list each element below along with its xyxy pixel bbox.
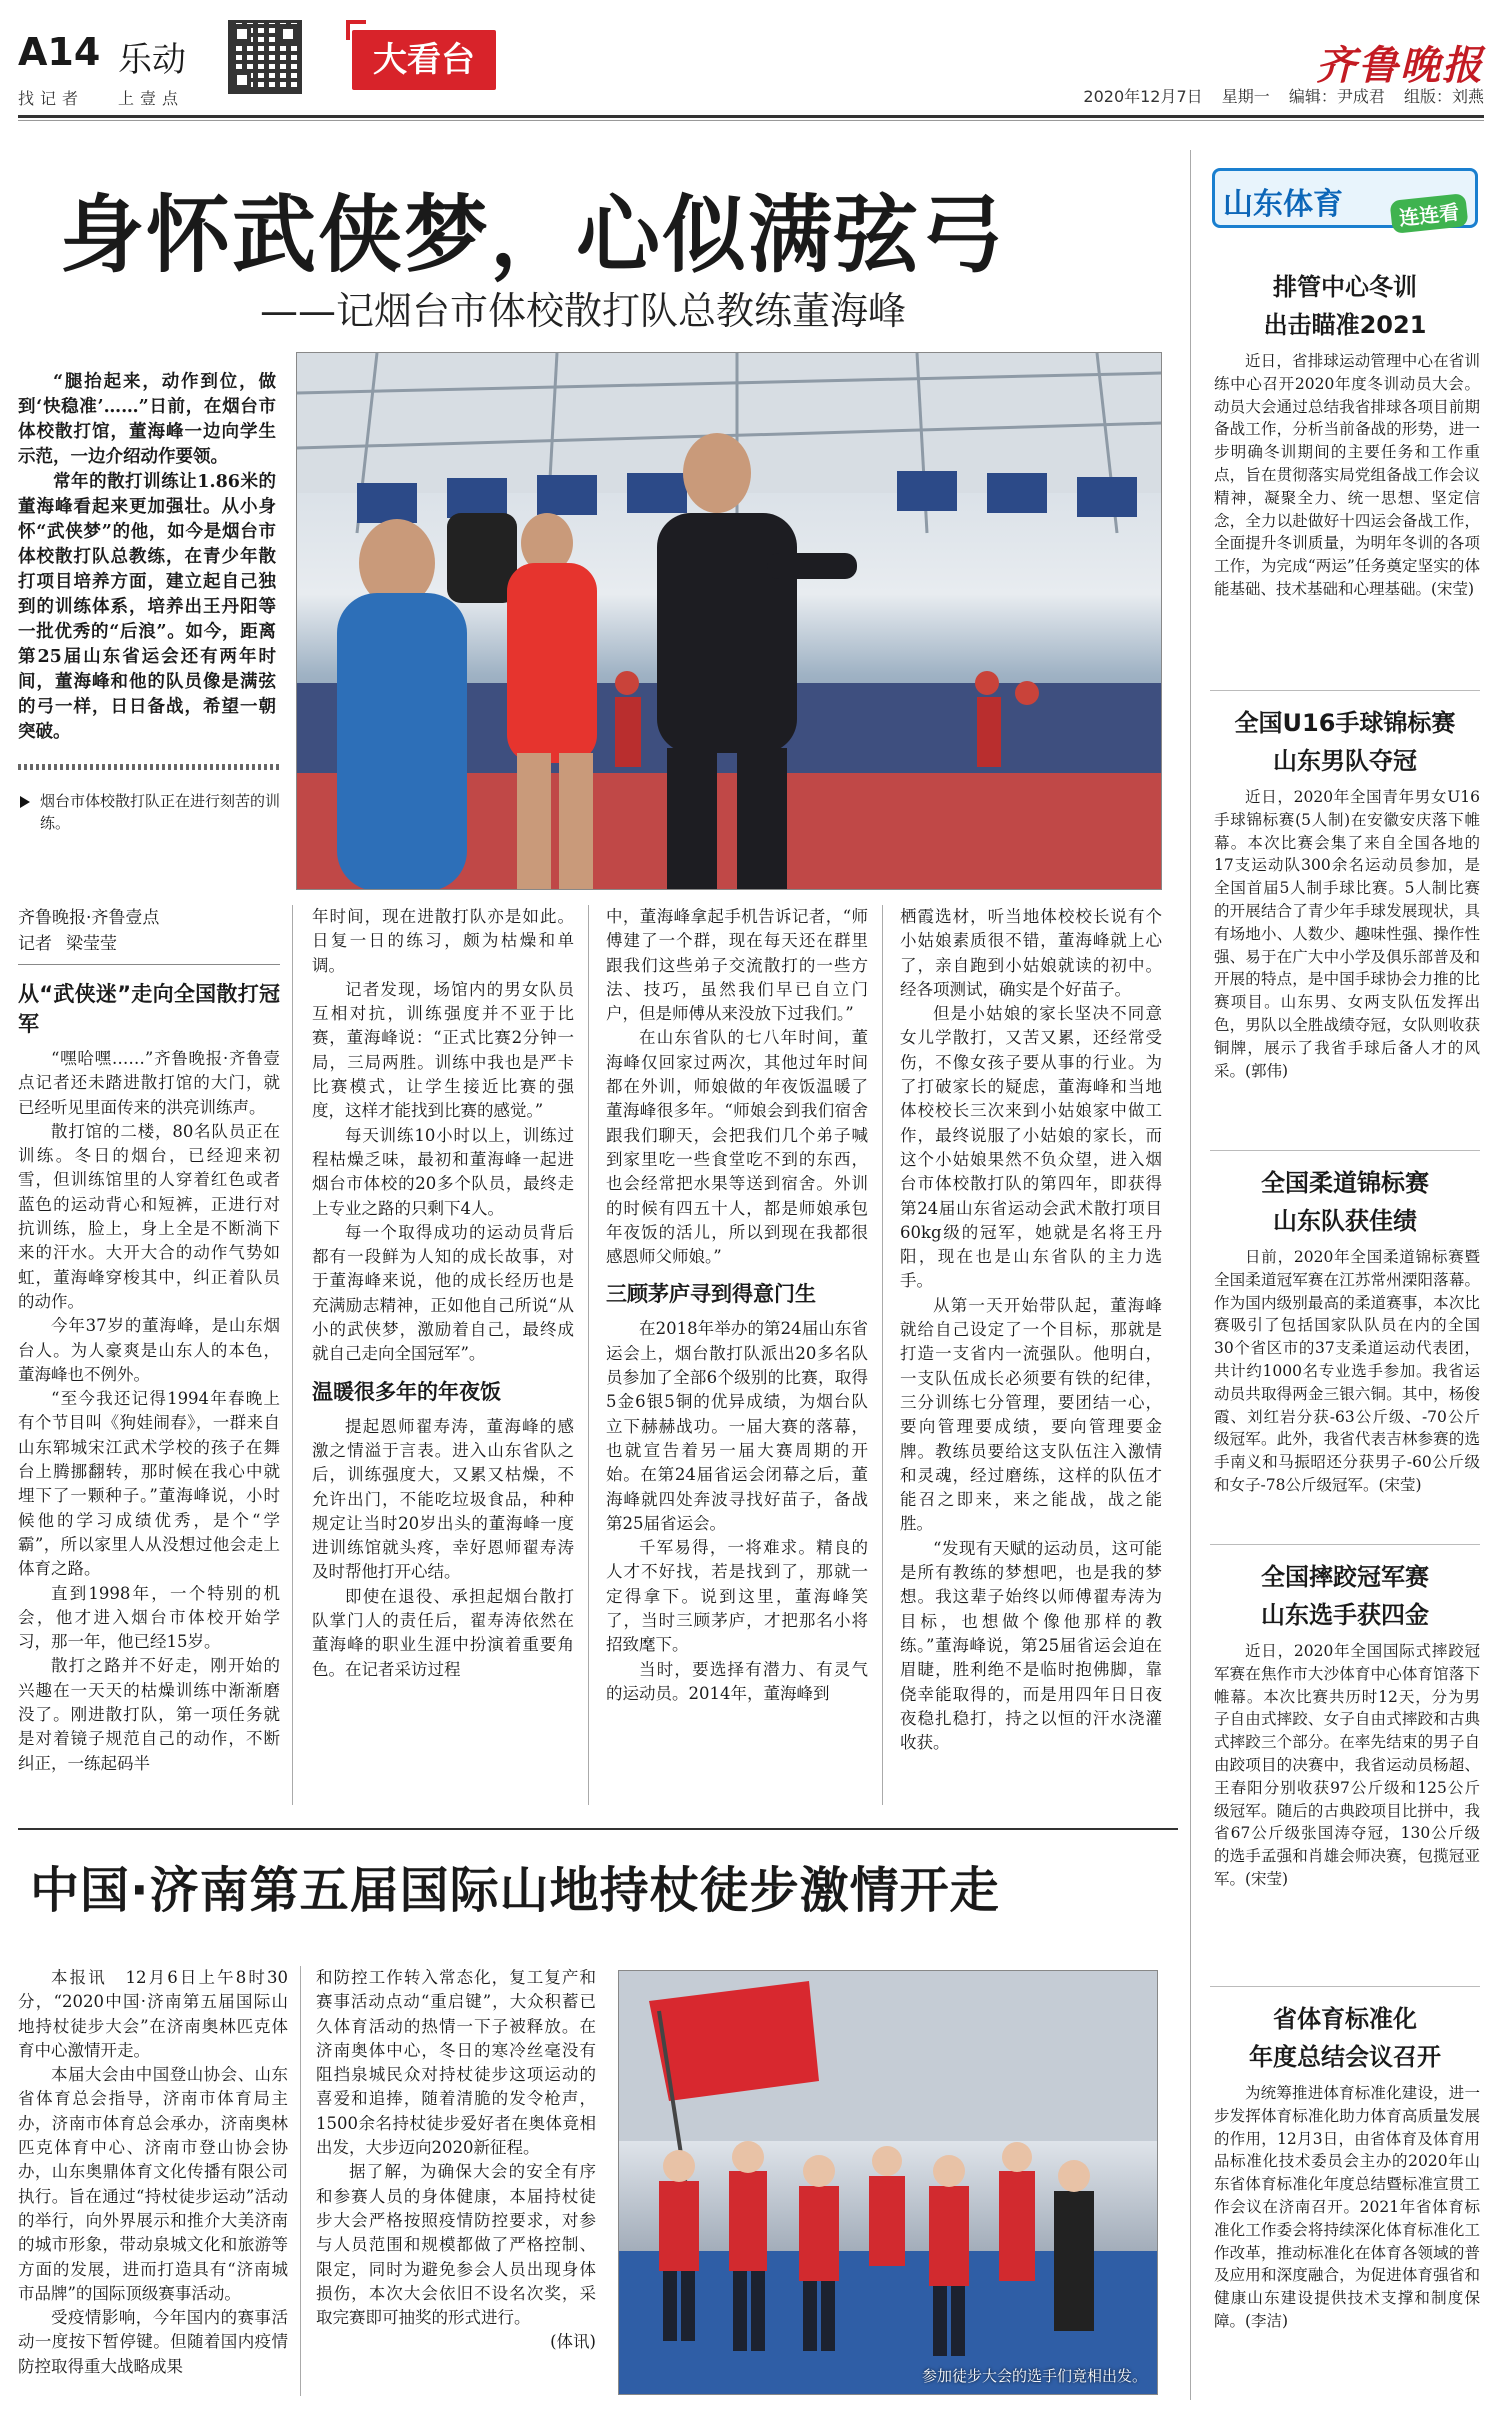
paragraph: 本报讯 12月6日上午8时30分，“2020中国·济南第五届国际山地持杖徒步大会”在济南奥林匹克体育中心激情开走。 bbox=[18, 1968, 288, 2060]
article-column-4 bbox=[900, 905, 1162, 1755]
brief-heading-line: 山东男队夺冠 bbox=[1273, 747, 1417, 775]
photo-caption: 参加徒步大会的选手们竟相出发。 bbox=[921, 2367, 1147, 2385]
byline-rule bbox=[18, 957, 280, 965]
lead-paragraph: 常年的散打训练让1.86米的董海峰看起来更加强壮。从小身怀“武侠梦”的他，如今是烟台市体校散打队总教练，在青少年散打项目培养方面，建立起自己独到的训练体系，培养出王丹阳等一批优秀的“后浪”。如今，距离第25届山东省运会还有两年时间，董海峰和他的队员像是满弦的弓一样，日日备战，希望一朝突破。 bbox=[18, 472, 276, 742]
brief-paragraph: 近日，2020年全国国际式摔跤冠军赛在焦作市大沙体育中心体育馆落下帷幕。本次比赛共历时12天，分为男子自由式摔跤、女子自由式摔跤和古典式摔跤三个部分。在率先结束的男子自由跤项目的决赛中，我省运动员杨超、王春阳分别收获97公斤级和125公斤级冠军。随后的古典跤项目比拼中，我省67公斤级张国涛夺冠，130公斤级的选手孟强和肖雄会师决赛，包揽冠亚军。(宋莹) bbox=[1214, 1642, 1480, 1888]
brief-paragraph: 为统筹推进体育标准化建设，进一步发挥体育标准化助力体育高质量发展的作用，12月3日，由省体育及体育用品标准化技术委员会主办的2020年山东省体育标准化年度总结暨标准宣贯工作会议在济南召开。2021年省体育标准化工作委会将持续深化体育标准化工作改革，推动标准化在体育各领域的普及应用和深度融合，为促进体育强省和健康山东建设提供技术支撑和制度保障。(李洁) bbox=[1214, 2084, 1480, 2330]
header-rule-thin bbox=[18, 120, 1484, 121]
paragraph: 但是小姑娘的家长坚决不同意女儿学散打，又苦又累，还经常受伤，不像女孩子要从事的行业。为了打破家长的疑虑，董海峰和当地体校校长三次来到小姑娘家中做工作，最终说服了小姑娘的家长，而这个小姑娘果然不负众望，进入烟台市体校散打队的第四年，即获得第24届山东省运动会武术散打项目60kg级的冠军，她就是名将王丹阳，现在也是山东省队的主力选手。 bbox=[900, 1004, 1162, 1291]
sidebar-banner bbox=[1212, 168, 1478, 231]
paragraph: 每一个取得成功的运动员背后都有一段鲜为人知的成长故事，对于董海峰来说，他的成长经历也是充满励志精神，正如他自己所说“从小的武侠梦，激励着自己，最终成就自己走向全国冠军”。 bbox=[312, 1222, 574, 1364]
header-rule bbox=[18, 115, 1484, 118]
byline-name: 梁莹莹 bbox=[66, 934, 117, 954]
caption-arrow-icon bbox=[20, 796, 30, 808]
slogan-right: 上壹点 bbox=[118, 89, 185, 108]
brief-heading bbox=[1200, 268, 1490, 344]
article2-column-2 bbox=[316, 1966, 596, 2355]
paragraph: 受疫情影响，今年国内的赛事活动一度按下暂停键。但随着国内疫情防控取得重大战略成果 bbox=[18, 2308, 288, 2376]
paragraph: 提起恩师翟寿涛，董海峰的感激之情溢于言表。进入山东省队之后，训练强度大，又累又枯燥，不允许出门，不能吃垃圾食品，种种规定让当时20岁出头的董海峰一度进训练馆就头疼，幸好恩师翟寿涛及时帮他打开心结。 bbox=[312, 1416, 574, 1582]
byline-reporter bbox=[18, 931, 280, 957]
issue-date: 2020年12月7日 bbox=[1083, 87, 1203, 106]
designer-credit: 组版：刘燕 bbox=[1403, 87, 1484, 106]
paragraph: 记者发现，场馆内的男女队员互相对抗，训练强度并不亚于比赛，董海峰说：“正式比赛2分钟一局，三局两胜。训练中我也是严卡比赛模式，让学生接近比赛的强度，这样才能找到比赛的感觉。” bbox=[312, 979, 574, 1121]
slogan-left: 找记者 bbox=[18, 89, 85, 108]
sidebar-banner-badge: 连连看 bbox=[1389, 193, 1468, 234]
photo-caption: 烟台市体校散打队正在进行刻苦的训练。 bbox=[40, 792, 281, 832]
article-column-3 bbox=[606, 905, 868, 1706]
brief-heading-line: 山东选手获四金 bbox=[1261, 1601, 1429, 1629]
paragraph: 和防控工作转入常态化，复工复产和赛事活动点动“重启键”，大众积蓄已久体育活动的热情一下子被释放。在济南奥体中心，冬日的寒冷丝毫没有阻挡泉城民众对持杖徒步这项运动的喜爱和追捧，随着清脆的发令枪声，1500余名持杖徒步爱好者在奥体竟相出发，大步迈向2020新征程。 bbox=[316, 1968, 596, 2158]
article-headline: 中国·济南第五届国际山地持杖徒步激情开走 bbox=[30, 1862, 1000, 1919]
brief-separator bbox=[1210, 1986, 1480, 1987]
section-name: 乐动 bbox=[118, 40, 186, 80]
paragraph: 当时，要选择有潜力、有灵气的运动员。2014年，董海峰到 bbox=[606, 1659, 868, 1703]
brief-body bbox=[1214, 2082, 1480, 2333]
paragraph: 本届大会由中国登山协会、山东省体育总会指导，济南市体育局主办，济南市体育总会承办，济南奥林匹克体育中心、济南市登山协会协办，山东奥鼎体育文化传播有限公司执行。旨在通过“持杖徒步运动”活动的举行，向外界展示和推介大美济南的城市形象，带动泉城文化和旅游等方面的发展，进而打造具有“济南城市品牌”的国际顶级赛事活动。 bbox=[18, 2065, 288, 2303]
paragraph: 在山东省队的七八年时间，董海峰仅回家过两次，其他过年时间都在外训，师娘做的年夜饭温暖了董海峰很多年。“师娘会到我们宿舍跟我们聊天，会把我们几个弟子喊到家里吃一些食堂吃不到的东西，也会经常把水果等送到宿舍。外训的时候有四五十人，都是师娘承包年夜饭的活儿，所以到现在我都很感恩师父师娘。” bbox=[606, 1028, 868, 1267]
column-tag: 大看台 bbox=[352, 30, 496, 90]
paragraph: 据了解，为确保大会的安全有序和参赛人员的身体健康，本届持杖徒步大会严格按照疫情防控要求，对参与人员范围和规模都做了严格控制、限定，同时为避免参会人员出现身体损伤，本次大会依旧不设名次奖，采取完赛即可抽奖的形式进行。 bbox=[316, 2162, 596, 2328]
brief-body bbox=[1214, 1640, 1480, 1891]
brief-separator bbox=[1210, 1544, 1480, 1545]
article-column-1 bbox=[18, 905, 280, 1776]
brief-body bbox=[1214, 350, 1480, 601]
paragraph: 在2018年举办的第24届山东省运会上，烟台散打队派出20多名队员参加了全部6个级别的比赛，取得5金6银5铜的优异成绩，为烟台队立下赫赫战功。一届大赛的落幕，也就宣告着另一届大赛周期的开始。在第24届省运会闭幕之后，董海峰就四处奔波寻找好苗子，备战第25届省运会。 bbox=[606, 1319, 868, 1533]
dateline bbox=[1069, 84, 1484, 107]
brief-separator bbox=[1210, 1150, 1480, 1151]
byline-source: 齐鲁晚报·齐鲁壹点 bbox=[18, 908, 160, 928]
brief-heading bbox=[1200, 704, 1490, 780]
brief-heading bbox=[1200, 2000, 1490, 2076]
column-divider bbox=[882, 905, 883, 1805]
section-heading: 温暖很多年的年夜饭 bbox=[312, 1379, 501, 1404]
brief-heading bbox=[1200, 1558, 1490, 1634]
brief-paragraph: 近日，2020年全国青年男女U16手球锦标赛(5人制)在安徽安庆落下帷幕。本次比赛会集了来自全国各地的17支运动队300余名运动员参加，是全国首届5人制手球比赛。5人制比赛的开展结合了青少年手球发展现状，具有场地小、人数少、趣味性强、操作性强、易于在广大中小学及俱乐部普及和开展的特点，是中国手球协会力推的比赛项目。山东男、女两支队伍发挥出色，男队以全胜战绩夺冠，女队则收获铜牌，展示了我省手球后备人才的风采。(郭伟) bbox=[1214, 788, 1480, 1080]
section-heading: 三顾茅庐寻到得意门生 bbox=[606, 1282, 816, 1307]
article-lead bbox=[18, 370, 276, 745]
paragraph: 散打馆的二楼，80名队员正在训练。冬日的烟台，已经迎来初雪，但训练馆里的人穿着红色或者蓝色的运动背心和短裤，正进行对抗训练，脸上，身上全是不断淌下来的汗水。大开大合的动作气势如虹，董海峰穿梭其中，纠正着队员的动作。 bbox=[18, 1121, 280, 1311]
issue-weekday: 星期一 bbox=[1221, 87, 1270, 106]
brief-heading-line: 全国摔跤冠军赛 bbox=[1261, 1563, 1429, 1591]
lead-divider bbox=[18, 764, 280, 770]
brief-body bbox=[1214, 786, 1480, 1082]
article-column-2 bbox=[312, 905, 574, 1682]
training-photo bbox=[296, 352, 1162, 890]
paragraph: 散打之路并不好走，刚开始的兴趣在一天天的枯燥训练中渐渐磨没了。刚进散打队，第一项任务就是对着镜子规范自己的动作，不断纠正，一练起码半 bbox=[18, 1656, 280, 1773]
brief-heading-line: 年度总结会议召开 bbox=[1249, 2043, 1441, 2071]
brief-heading-line: 全国柔道锦标赛 bbox=[1261, 1169, 1429, 1197]
brief-paragraph: 日前，2020年全国柔道锦标赛暨全国柔道冠军赛在江苏常州溧阳落幕。作为国内级别最高的柔道赛事，本次比赛吸引了包括国家队队员在内的全国30个省区市的37支柔道运动代表团，共计约1000名专业选手参加。我省运动员共取得两金三银六铜。其中，杨俊霞、刘红岩分获-63公斤级、-70公斤级冠军。此外，我省代表吉林参赛的选手南义和马振昭还分获男子-60公斤级和女子-78公斤级冠军。(宋莹) bbox=[1214, 1248, 1480, 1494]
sidebar-banner-title: 山东体育 bbox=[1223, 187, 1343, 222]
paragraph: “至今我还记得1994年春晚上有个节目叫《狗娃闹春》，一群来自山东郓城宋江武术学校的孩子在舞台上腾挪翻转，那时候在我心中就埋下了一颗种子。”董海峰说，小时候他的学习成绩优秀，是个“学霸”，所以家里人从没想过他会走上体育之路。 bbox=[18, 1389, 280, 1579]
hiking-photo-illustration bbox=[619, 1971, 1158, 2395]
training-photo-illustration bbox=[297, 353, 1162, 890]
article-subheadline: ——记烟台市体校散打队总教练董海峰 bbox=[260, 289, 907, 333]
page-number: A14 bbox=[18, 30, 101, 74]
paragraph: 千军易得，一将难求。精良的人才不好找，若是找到了，那就一定得拿下。说到这里，董海峰笑了，当时三顾茅庐，才把那名小将招致麾下。 bbox=[606, 1538, 868, 1655]
column-divider bbox=[292, 905, 293, 1805]
news-source: (体讯) bbox=[550, 2332, 596, 2352]
paragraph: “发现有天赋的运动员，这可能是所有教练的梦想吧，也是我的梦想。我这辈子始终以师傅翟寿涛为目标，也想做个像他那样的教练。”董海峰说，第25届省运会迫在眉睫，胜利绝不是临时抱佛脚，靠侥幸能取得的，而是用四年日日夜夜稳扎稳打，持之以恒的汗水浇灌收获。 bbox=[900, 1538, 1162, 1753]
article-separator bbox=[18, 1828, 1178, 1830]
paragraph: 年时间，现在进散打队亦是如此。日复一日的练习，颇为枯燥和单调。 bbox=[312, 907, 574, 975]
column-divider bbox=[300, 1966, 301, 2396]
qr-code-icon[interactable] bbox=[228, 20, 302, 94]
article2-column-1 bbox=[18, 1966, 288, 2379]
paragraph: “嘿哈嘿……”齐鲁晚报·齐鲁壹点记者还未踏进散打馆的大门，就已经听见里面传来的洪亮训练声。 bbox=[18, 1049, 280, 1117]
brief-paragraph: 近日，省排球运动管理中心在省训练中心召开2020年度冬训动员大会。动员大会通过总结我省排球各项目前期备战工作，分析当前备战的形势，进一步明确冬训期间的主要任务和工作重点，旨在贯彻落实局党组备战工作会议精神，凝聚全力、统一思想、坚定信念，全力以赴做好十四运会备战工作，全面提升冬训质量，为明年冬训的各项工作，为完成“两运”任务奠定坚实的体能基础、技术基础和心理基础。(宋莹) bbox=[1214, 352, 1480, 598]
lead-paragraph: “腿抬起来，动作到位，做到‘快稳准’……”日前，在烟台市体校散打馆，董海峰一边向学生示范，一边介绍动作要领。 bbox=[18, 372, 276, 467]
paragraph: 中，董海峰拿起手机告诉记者，“师傅建了一个群，现在每天还在群里跟我们这些弟子交流散打的一些方法、技巧，虽然我们早已自立门户，但是师傅从来没放下过我们。” bbox=[606, 907, 868, 1024]
brief-heading bbox=[1200, 1164, 1490, 1240]
paragraph: 每天训练10小时以上，训练过程枯燥乏味，最初和董海峰一起进烟台市体校的20多个队员，最终走上专业之路的只剩下4人。 bbox=[312, 1125, 574, 1218]
brief-separator bbox=[1210, 690, 1480, 691]
hiking-photo bbox=[618, 1970, 1158, 2395]
paragraph: 直到1998年，一个特别的机会，他才进入烟台市体校开始学习，那一年，他已经15岁。 bbox=[18, 1583, 280, 1652]
brief-heading-line: 出击瞄准2021 bbox=[1263, 311, 1427, 339]
brief-body bbox=[1214, 1246, 1480, 1497]
column-divider bbox=[588, 905, 589, 1805]
brief-heading-line: 全国U16手球锦标赛 bbox=[1234, 709, 1456, 737]
brief-heading-line: 排管中心冬训 bbox=[1273, 273, 1417, 301]
paragraph: 即使在退役、承担起烟台散打队掌门人的责任后，翟寿涛依然在董海峰的职业生涯中扮演着重要角色。在记者采访过程 bbox=[312, 1586, 574, 1679]
byline-label: 记者 bbox=[18, 934, 52, 954]
brief-heading-line: 省体育标准化 bbox=[1273, 2005, 1417, 2033]
brief-heading-line: 山东队获佳绩 bbox=[1273, 1207, 1417, 1235]
section-heading: 从“武侠迷”走向全国散打冠军 bbox=[18, 982, 280, 1036]
paragraph: 今年37岁的董海峰，是山东烟台人。为人豪爽是山东人的本色，董海峰也不例外。 bbox=[18, 1316, 280, 1384]
paragraph: 从第一天开始带队起，董海峰就给自己设定了一个目标，那就是打造一支省内一流强队。他明白，一支队伍成长必须要有铁的纪律，三分训练七分管理，要团结一心，要向管理要成绩，要向管理要金牌。教练员要给这支队伍注入激情和灵魂，经过磨练，这样的队伍才能召之即来，来之能战，战之能胜。 bbox=[900, 1295, 1162, 1534]
newspaper-logo: 齐鲁晚报 bbox=[1316, 42, 1484, 89]
editor-credit: 编辑：尹成君 bbox=[1288, 87, 1385, 106]
article-headline: 身怀武侠梦，心似满弦弓 bbox=[60, 186, 1007, 284]
page-header bbox=[18, 20, 1484, 140]
sidebar-divider bbox=[1190, 150, 1191, 2400]
paragraph: 栖霞选材，听当地体校校长说有个小姑娘素质很不错，董海峰就上心了，亲自跑到小姑娘就读的初中。经各项测试，确实是个好苗子。 bbox=[900, 907, 1162, 999]
